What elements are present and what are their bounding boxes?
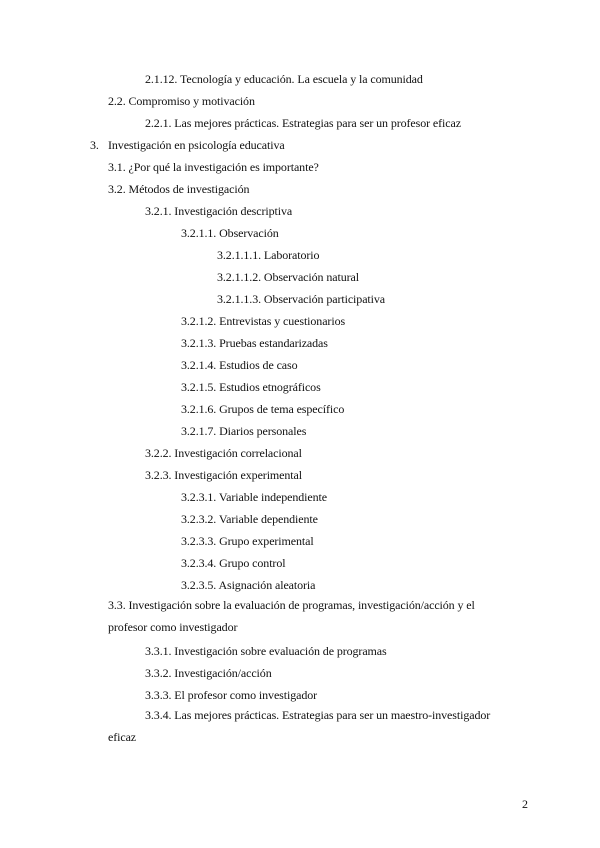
toc-entry-3-2-3-2: 3.2.3.2. Variable dependiente (181, 512, 318, 526)
toc-entry-2-2-1: 2.2.1. Las mejores prácticas. Estrategias para ser un profesor eficaz (145, 116, 461, 130)
toc-entry-3-2-1-5: 3.2.1.5. Estudios etnográficos (181, 380, 321, 394)
toc-entry-3-2-1-7: 3.2.1.7. Diarios personales (181, 424, 307, 438)
toc-entry-3-3-4: 3.3.4. Las mejores prácticas. Estrategias para ser un maestro-investigador eficaz (108, 708, 491, 744)
toc-entry-3-2-1-4: 3.2.1.4. Estudios de caso (181, 358, 298, 372)
toc-entry-3-2-1-1-2: 3.2.1.1.2. Observación natural (217, 270, 359, 284)
toc-entry-3-3-3: 3.3.3. El profesor como investigador (145, 688, 318, 702)
toc-entry-3-2-1-2: 3.2.1.2. Entrevistas y cuestionarios (181, 314, 346, 328)
page-number: 2 (522, 797, 528, 811)
toc-entry-3-2-3-4: 3.2.3.4. Grupo control (181, 556, 286, 570)
toc-entry-3-2-3-5: 3.2.3.5. Asignación aleatoria (181, 578, 316, 592)
toc-entry-3-1: 3.1. ¿Por qué la investigación es importante? (108, 160, 319, 174)
toc-entry-3-2-1-6: 3.2.1.6. Grupos de tema específico (181, 402, 345, 416)
toc-entry-2-1-12: 2.1.12. Tecnología y educación. La escuela y la comunidad (145, 72, 423, 86)
toc-entry-3-3-2: 3.3.2. Investigación/acción (145, 666, 272, 680)
toc-entry-3-2-1: 3.2.1. Investigación descriptiva (145, 204, 293, 218)
toc-entry-3-2-3-1: 3.2.3.1. Variable independiente (181, 490, 327, 504)
toc-entry-3-2: 3.2. Métodos de investigación (108, 182, 250, 196)
toc-entry-3-3-1: 3.3.1. Investigación sobre evaluación de programas (145, 644, 387, 658)
toc-entry-3: Investigación en psicología educativa (108, 138, 285, 152)
toc-entry-3-2-3: 3.2.3. Investigación experimental (145, 468, 302, 482)
toc-entry-2-2: 2.2. Compromiso y motivación (108, 94, 255, 108)
toc-entry-3-2-1-1-1: 3.2.1.1.1. Laboratorio (217, 248, 320, 262)
toc-entry-3-3: 3.3. Investigación sobre la evaluación de programas, investigación/acción y el profesor como investigador (108, 598, 475, 634)
toc-entry-3-number: 3. (90, 138, 99, 152)
toc-entry-3-2-1-1: 3.2.1.1. Observación (181, 226, 279, 240)
toc-entry-3-2-2: 3.2.2. Investigación correlacional (145, 446, 302, 460)
toc-entry-3-2-1-1-3: 3.2.1.1.3. Observación participativa (217, 292, 386, 306)
toc-entry-3-2-1-3: 3.2.1.3. Pruebas estandarizadas (181, 336, 328, 350)
toc-entry-3-2-3-3: 3.2.3.3. Grupo experimental (181, 534, 314, 548)
